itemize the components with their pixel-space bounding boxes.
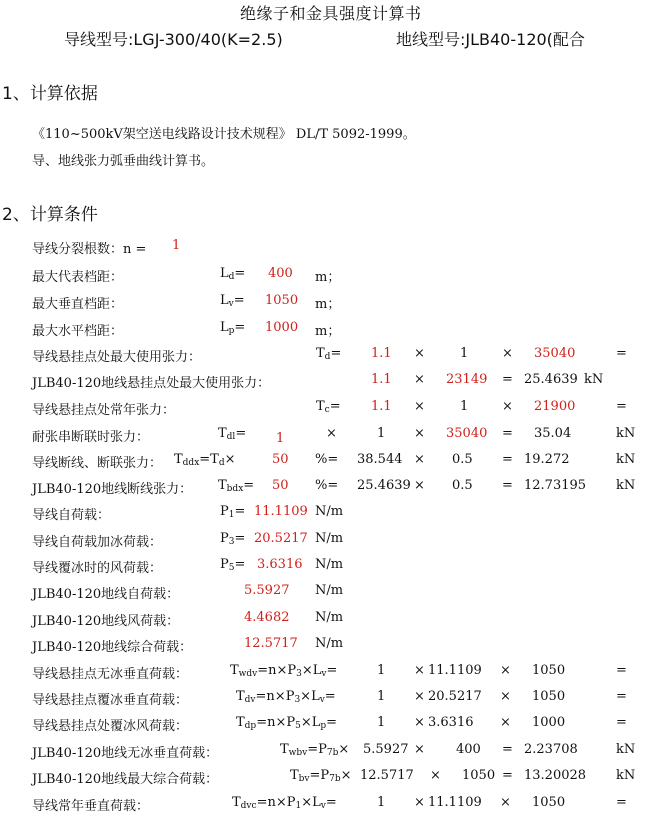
value: 13.20028 [524,768,587,783]
times-sign: × [414,795,425,810]
value: 3.6316 [428,715,474,730]
row-label: 导线悬挂点无冰垂直荷载： [32,667,189,682]
condition-row [32,293,652,317]
row-label: 导线悬挂点处覆冰风荷载： [32,719,189,734]
symbol: $P_1=$ [220,504,246,520]
times-sign: × [500,663,511,678]
row-label: JLB40-120地线无冰垂直荷载： [32,746,219,761]
symbol: $T_{bdx}=$ [218,478,255,494]
condition-row [32,238,652,262]
equals-sign: = [616,715,627,730]
value: 12.73195 [524,478,587,493]
equals-sign: = [616,346,627,361]
unit: kN [616,426,636,441]
times-sign: × [414,452,425,467]
value: 11.1109 [254,504,308,519]
row-label: JLB40-120地线断线张力： [32,482,193,497]
unit: N/m [315,610,344,625]
times-sign: × [500,715,511,730]
conductor-type: 导线型号:LGJ-300/40(K=2.5) [64,30,283,49]
value: 1 [377,715,386,730]
condition-row [32,795,652,819]
percent-sign: %= [315,452,339,467]
condition-row [32,399,652,423]
condition-row [32,610,652,634]
symbol: $T_c=$ [316,399,341,415]
unit: kN [584,372,604,387]
unit: N/m [315,583,344,598]
ground-wire-type: 地线型号:JLB40-120(配合 [396,30,585,49]
condition-row [32,768,652,792]
condition-row [32,689,652,713]
row-label: 导线自荷载加冰荷载： [32,535,163,550]
condition-row [32,426,652,450]
equals-sign: = [502,426,513,441]
unit: m； [315,324,341,339]
equals-sign: = [616,663,627,678]
condition-row [32,372,652,396]
symbol: $L_d=$ [220,266,246,282]
conductor-type-line [64,27,585,50]
condition-row [32,320,652,344]
times-sign: × [500,795,511,810]
times-sign: × [414,663,425,678]
equals-sign: = [502,742,513,757]
value: 1000 [532,715,566,730]
condition-row [32,636,652,660]
value: 11.1109 [428,663,482,678]
condition-row [32,346,652,370]
unit: N/m [315,557,344,572]
value: 1 [377,663,386,678]
symbol: $P_3=$ [220,531,246,547]
row-label: 最大代表档距： [32,270,124,285]
times-sign: × [414,346,425,361]
value: 20.5217 [254,531,308,546]
value: 25.4639 [524,372,578,387]
value: 1 [172,238,181,253]
value: 25.4639 [357,478,411,493]
condition-row [32,583,652,607]
row-label: JLB40-120地线自荷载： [32,587,180,602]
times-sign: × [502,399,513,414]
basis-line: 《110~500kV架空送电线路设计技术规程》 DL/T 5092-1999。 [32,127,416,142]
value: 19.272 [524,452,570,467]
formula: $T_{dv}=n\times P_3\times L_v=$ [236,689,336,705]
row-label: JLB40-120地线最大综合荷载： [32,772,219,787]
value: 1050 [265,293,299,308]
value: 50 [272,478,289,493]
equals-sign: = [502,372,513,387]
value: 11.1109 [428,795,482,810]
section-heading-conditions: 2、计算条件 [2,205,98,225]
equals-sign: = [502,768,513,783]
times-sign: × [502,346,513,361]
value: 1050 [532,795,566,810]
value: 1000 [265,320,299,335]
value: 1050 [532,689,566,704]
condition-row [32,742,652,766]
row-label: JLB40-120地线综合荷载： [32,640,193,655]
row-label: 导线自荷载： [32,508,111,523]
row-label: JLB40-120地线悬挂点处最大使用张力： [32,376,271,391]
formula: $T_{dp}=n\times P_5\times L_p=$ [236,715,338,731]
value: 1050 [532,663,566,678]
value: 4.4682 [244,610,290,625]
value: 2.23708 [524,742,578,757]
unit: N/m [315,504,344,519]
value: 400 [456,742,481,757]
percent-sign: %= [315,478,339,493]
unit: kN [616,452,636,467]
value: 1 [460,346,469,361]
value: 35040 [446,426,488,441]
value: 1 [377,795,386,810]
times-sign: × [500,689,511,704]
value: 21900 [534,399,576,414]
unit: kN [616,742,636,757]
value: 12.5717 [244,636,298,651]
row-label: 导线悬挂点处最大使用张力： [32,350,202,365]
condition-row [32,452,652,476]
row-label: 导线分裂根数：n = [32,242,147,257]
basis-line: 导、地线张力弧垂曲线计算书。 [32,154,215,169]
equals-sign: = [502,478,513,493]
row-label: 最大垂直档距： [32,297,124,312]
value: 1.1 [371,399,392,414]
row-label: 导线常年垂直荷载： [32,799,150,814]
value: 1 [377,426,386,441]
value: 1.1 [371,346,392,361]
equals-sign: = [616,795,627,810]
unit: m； [315,297,341,312]
times-sign: × [414,399,425,414]
unit: kN [616,768,636,783]
row-label: 最大水平档距： [32,324,124,339]
value: 0.5 [452,478,473,493]
symbol: $T_{dl}=$ [218,426,247,442]
value: 5.5927 [244,583,290,598]
times-sign: × [326,426,337,441]
unit: kN [616,478,636,493]
symbol: $T_{ddx}=T_d\times$ [174,452,236,468]
value: 35.04 [534,426,572,441]
formula: $T_{wbv}=P_{7b}\times$ [280,742,350,758]
value: 1.1 [371,372,392,387]
row-label: 导线悬挂点处常年张力： [32,403,176,418]
formula: $T_{bv}=P_{7b}\times$ [290,768,352,784]
value: 12.5717 [360,768,414,783]
times-sign: × [414,715,425,730]
times-sign: × [414,426,425,441]
row-label: 导线悬挂点覆冰垂直荷载： [32,693,189,708]
symbol: $L_v=$ [220,293,245,309]
row-label: 导线断线、断联张力： [32,456,163,471]
value: 23149 [446,372,488,387]
symbol: $T_d=$ [316,346,342,362]
formula: $T_{dvc}=n\times P_1\times L_v=$ [232,795,337,811]
times-sign: × [430,768,441,783]
condition-row [32,663,652,687]
value: 38.544 [357,452,403,467]
value: 0.5 [452,452,473,467]
unit: N/m [315,531,344,546]
equals-sign: = [502,452,513,467]
value: 20.5217 [428,689,482,704]
symbol: $L_p=$ [220,320,246,336]
value: 1 [460,399,469,414]
times-sign: × [414,478,425,493]
unit: m； [315,270,341,285]
value: 400 [268,266,293,281]
row-label: JLB40-120地线风荷载： [32,614,180,629]
condition-row [32,557,652,581]
condition-row [32,531,652,555]
section-heading-basis: 1、计算依据 [2,84,98,104]
value: 1 [276,431,285,446]
equals-sign: = [616,399,627,414]
document-title: 绝缘子和金具强度计算书 [240,4,422,23]
value: 3.6316 [257,557,303,572]
condition-row [32,478,652,502]
formula: $T_{wdv}=n\times P_3\times L_v=$ [230,663,338,679]
unit: N/m [315,636,344,651]
times-sign: × [414,372,425,387]
row-label: 耐张串断联时张力： [32,430,150,445]
value: 1 [377,689,386,704]
condition-row [32,504,652,528]
value: 50 [272,452,289,467]
condition-row [32,715,652,739]
value: 5.5927 [363,742,409,757]
condition-row [32,266,652,290]
times-sign: × [414,742,425,757]
times-sign: × [414,689,425,704]
equals-sign: = [616,689,627,704]
value: 1050 [462,768,496,783]
row-label: 导线覆冰时的风荷载： [32,561,163,576]
value: 35040 [534,346,576,361]
symbol: $P_5=$ [220,557,246,573]
